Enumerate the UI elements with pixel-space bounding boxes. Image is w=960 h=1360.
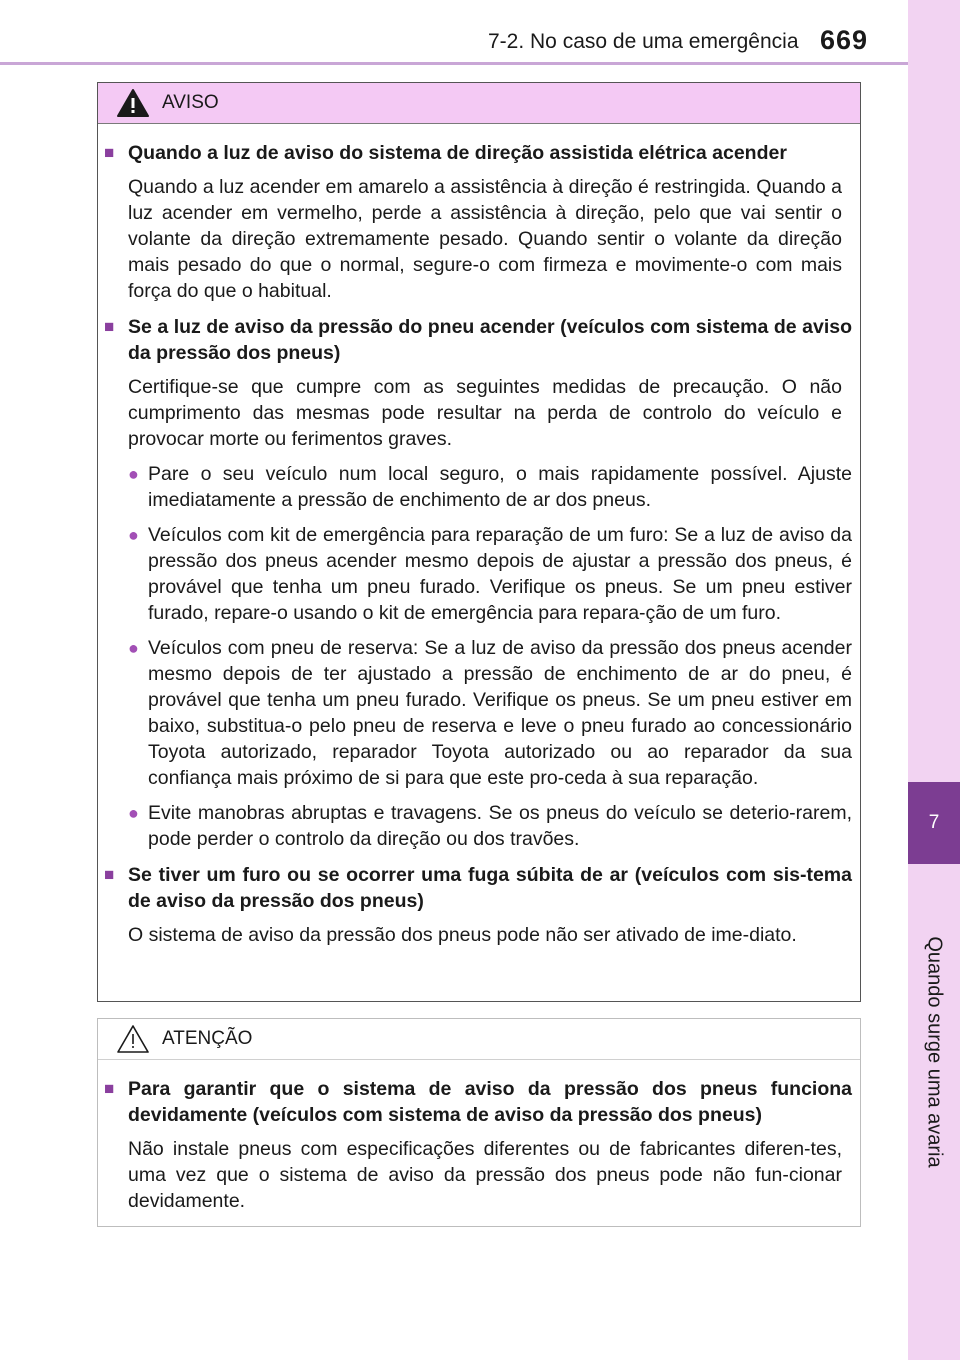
bullet-item [128, 635, 852, 791]
warning-box [97, 82, 861, 1002]
warning-item [104, 862, 852, 948]
bullet-text: Pare o seu veículo num local seguro, o mais rapidamente possível. Ajuste imediatamente a pressão de enchimento de ar dos pneus. [148, 463, 852, 511]
round-bullet-icon: ● [128, 803, 139, 823]
item-heading-text: Se tiver um furo ou se ocorrer uma fuga súbita de ar (veículos com sis-tema de aviso da pressão dos pneus) [128, 864, 852, 912]
caution-box-header [98, 1019, 860, 1060]
chapter-number-tab[interactable] [908, 782, 960, 864]
page-number: 669 [820, 25, 869, 55]
square-bullet-icon: ■ [104, 143, 115, 162]
section-title: 7-2. No caso de uma emergência [488, 30, 799, 53]
warning-box-header [98, 83, 860, 124]
bullet-text: Veículos com kit de emergência para reparação de um furo: Se a luz de aviso da pressão dos pneus acender mesmo depois de ajustar a pressão dos pneus, é provável que tenha um pneu furado. Verifique os pneus. Se um pneu estiver furado, repare-o usando o kit de emergência para repara-ção de um furo. [148, 524, 852, 624]
item-heading [104, 314, 852, 366]
item-heading [104, 862, 852, 914]
bullet-text: Veículos com pneu de reserva: Se a luz de aviso da pressão dos pneus acender mesmo depois de ter ajustado a pressão de enchimento de ar do pneu, é provável que tenha um pneu furado. Verifique os pneus. Se um pneu estiver em baixo, substitua-o pelo pneu de reserva e leve o pneu furado ao concessionário Toyota autorizado, reparador Toyota autorizado ou ao reparador da sua confiança mais próximo de si para que este pro-ceda à sua reparação. [148, 637, 852, 789]
square-bullet-icon: ■ [104, 1079, 115, 1098]
header-rule [0, 62, 908, 65]
round-bullet-icon: ● [128, 464, 139, 484]
warning-box-body [98, 124, 860, 948]
caution-box [97, 1018, 861, 1227]
item-body-text: O sistema de aviso da pressão dos pneus pode não ser ativado de ime-diato. [128, 924, 797, 946]
caution-box-title: ATENÇÃO [162, 1028, 253, 1049]
bullet-text: Evite manobras abruptas e travagens. Se os pneus do veículo se deterio-rarem, pode perder o controlo da direção ou dos travões. [148, 802, 852, 850]
warning-triangle-icon [116, 88, 150, 118]
caution-box-body [98, 1060, 860, 1214]
item-heading-text: Para garantir que o sistema de aviso da pressão dos pneus funciona devidamente (veículos com sistema de aviso da pressão dos pneus) [128, 1078, 852, 1126]
item-body-text: Certifique-se que cumpre com as seguintes medidas de precaução. O não cumprimento das mesmas pode resultar na perda de controlo do veículo e provocar morte ou ferimentos graves. [128, 376, 842, 450]
caution-triangle-icon [116, 1024, 150, 1054]
item-body-text: Quando a luz acender em amarelo a assistência à direção é restringida. Quando a luz acender em vermelho, perde a assistência à direção, pelo que vai sentir o volante da direção extremamente pesado. Quando sentir o volante da direção mais pesado do que o normal, segure-o com firmeza e movimente-o com mais força do que o habitual. [128, 176, 842, 302]
bullet-item [128, 800, 852, 852]
item-heading [104, 140, 852, 166]
chapter-number: 7 [928, 812, 940, 833]
warning-box-title: AVISO [162, 92, 219, 113]
square-bullet-icon: ■ [104, 317, 115, 336]
item-heading [104, 1076, 852, 1128]
item-heading-text: Quando a luz de aviso do sistema de direção assistida elétrica acender [128, 142, 787, 164]
bullet-item [128, 522, 852, 626]
caution-item [104, 1076, 852, 1214]
item-heading-text: Se a luz de aviso da pressão do pneu acender (veículos com sistema de aviso da pressão dos pneus) [128, 316, 852, 364]
round-bullet-icon: ● [128, 638, 139, 658]
square-bullet-icon: ■ [104, 865, 115, 884]
chapter-title: Quando surge uma avaria [923, 936, 946, 1168]
warning-item [104, 314, 852, 852]
item-body-text: Não instale pneus com especificações diferentes ou de fabricantes diferen-tes, uma vez que o sistema de aviso da pressão dos pneus pode não fun-cionar devidamente. [128, 1138, 842, 1212]
bullet-item [128, 461, 852, 513]
warning-item [104, 140, 852, 304]
round-bullet-icon: ● [128, 525, 139, 545]
